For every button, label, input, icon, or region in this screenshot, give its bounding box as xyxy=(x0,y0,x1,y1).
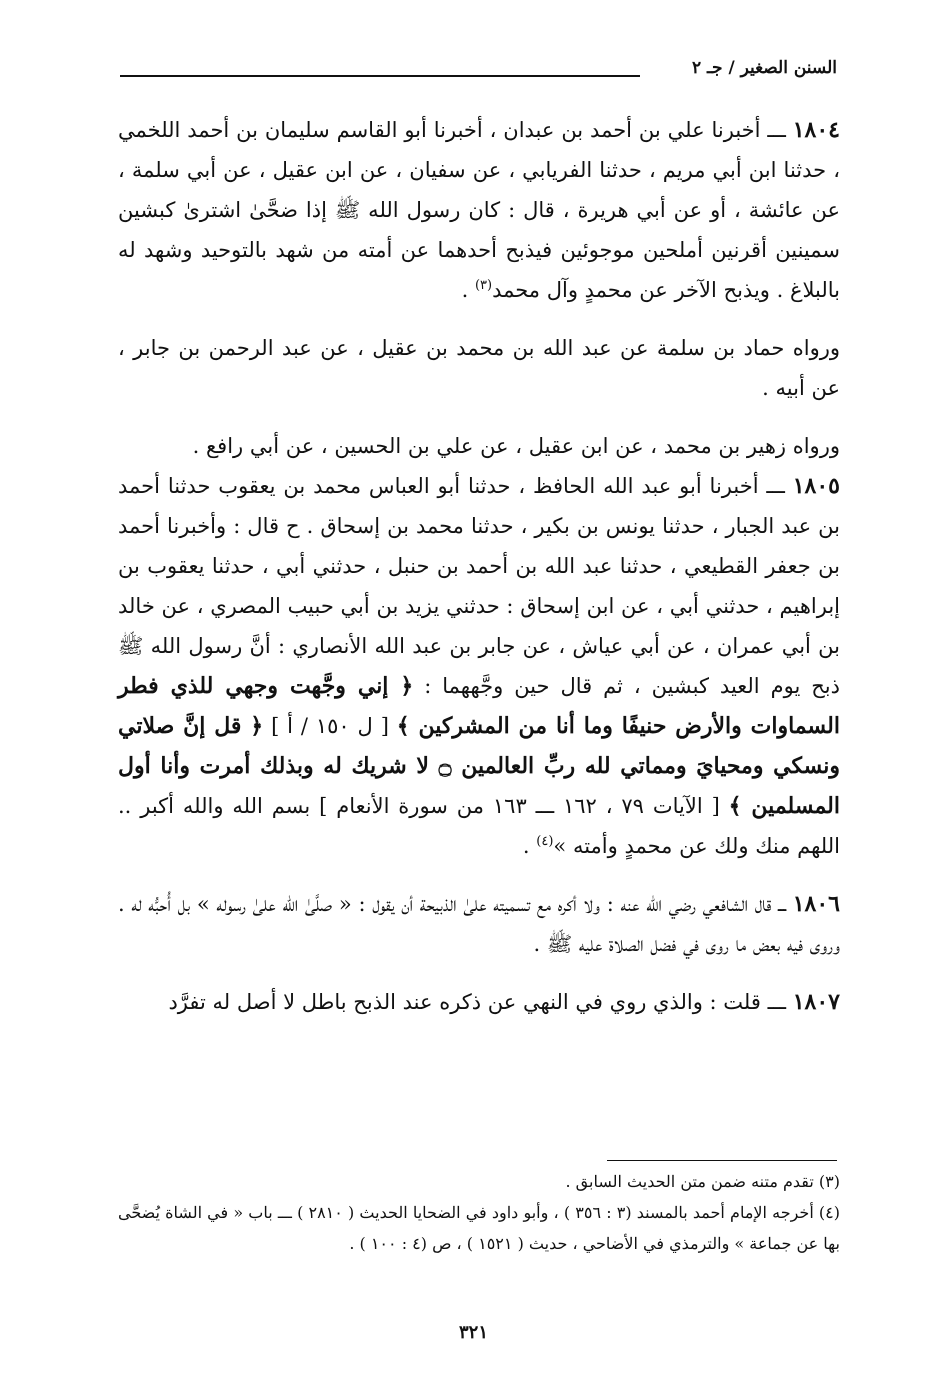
paragraph-gap xyxy=(118,964,840,982)
hadith-text: ـــ أخبرنا علي بن أحمد بن عبدان ، أخبرنا أبو القاسم سليمان بن أحمد اللخمي ، حدثنا ابن أبي مريم ، حدثنا الفريابي ، عن سفيان ، عن ابن عقيل ، عن أبي سلمة ، عن عائشة ، أو عن أبي هريرة ، قال : كان رسول الله ﷺ إذا ضحَّىٰ اشترىٰ كبشين سمينين أقرنين أملحين موجوئين فيذبح أحدهما عن أمته من شهد بالتوحيد وشهد له بالبلاغ . ويذبح الآخر عن محمدٍ وآل محمد xyxy=(118,118,840,302)
paragraph-gap xyxy=(118,310,840,328)
running-title: السنن الصغير / جـ ٢ xyxy=(691,58,837,78)
hadith-end: . xyxy=(461,278,475,302)
paragraph-gap xyxy=(118,866,840,884)
footnote-rule xyxy=(607,1160,837,1161)
hadith-end: . xyxy=(522,834,537,858)
hadith-text-continued: [ الآيات ٧٩ ، ١٦٢ ـــ ١٦٣ من سورة الأنعام ] بسم الله والله أكبر .. اللهم منك ولك عن محمدٍ وأمته » xyxy=(118,794,840,858)
hadith-1804 xyxy=(118,110,840,310)
footnote-3: (٣) تقدم متنه ضمن متن الحديث السابق . xyxy=(565,1172,840,1191)
hadith-1806 xyxy=(118,884,840,964)
footnote-ref: (٣) xyxy=(474,278,493,293)
quran-verse: ﴿ قل إنَّ صلاتي ونسكي ومحيايَ ومماتي لله ربِّ العالمين ۝ لا شريك له وبذلك أمرت وأنا أول المسلمين ﴾ xyxy=(118,713,840,819)
hadith-text: ـــ أخبرنا أبو عبد الله الحافظ ، حدثنا أبو العباس محمد بن يعقوب حدثنا أحمد بن عبد الجبار ، حدثنا يونس بن بكير ، حدثنا محمد بن إسحاق . ح قال : وأخبرنا أحمد بن جعفر القطيعي ، حدثنا عبد الله بن أحمد بن حنبل ، حدثني أبي ، حدثنا يعقوب بن إبراهيم ، حدثني أبي ، عن ابن إسحاق : حدثني يزيد بن أبي حبيب المصري ، عن خالد بن أبي عمران ، عن أبي عياش ، عن جابر بن عبد الله الأنصاري : أنَّ رسول الله ﷺ ذبح يوم العيد كبشين ، ثم قال حين وجَّههما : xyxy=(118,474,840,698)
paragraph-gap xyxy=(118,408,840,426)
footnotes xyxy=(118,1166,840,1259)
riwaya-paragraph: ورواه حماد بن سلمة عن عبد الله بن محمد بن عقيل ، عن عبد الرحمن بن جابر ، عن أبيه . xyxy=(118,336,840,400)
hadith-text: ـــ قال الشافعي رضي الله عنه : ولا أكره مع تسميته علىٰ الذبيحة أن يقول : « صلَّىٰ الله علىٰ رسوله » بل أُحبُّه له . وروى فيه بعض ما روى في فضل الصلاة عليه ﷺ . xyxy=(118,892,840,956)
hadith-1807 xyxy=(118,982,840,1022)
hadith-text: ـــ قلت : والذي روي في النهي عن ذكره عند الذبح باطل لا أصل له تفرَّد xyxy=(168,990,793,1014)
page-number: ٣٢١ xyxy=(458,1322,488,1343)
hadith-number: ١٨٠٥ xyxy=(792,473,840,499)
hadith-number: ١٨٠٦ xyxy=(792,891,840,917)
hadith-number: ١٨٠٧ xyxy=(792,989,840,1015)
footnote-ref: (٤) xyxy=(536,834,554,849)
main-text xyxy=(118,110,840,1022)
footnote-4: (٤) أخرجه الإمام أحمد بالمسند (٣ : ٣٥٦ ) ، وأبو داود في الضحايا الحديث ( ٢٨١٠ ) ـــ باب « في الشاة يُضحَّى بها عن جماعة » والترمذي في الأضاحي ، حديث ( ١٥٢١ ) ، ص (٤ : ١٠٠ ) . xyxy=(118,1203,841,1253)
running-header xyxy=(120,58,837,88)
hadith-number: ١٨٠٤ xyxy=(792,117,840,143)
quran-verse: ﴿ إني وجَّهت وجهي للذي فطر السماوات والأرض حنيفًا وما أنا من المشركين ﴾ xyxy=(118,673,840,739)
riwaya-paragraph: ورواه زهير بن محمد ، عن ابن عقيل ، عن علي بن الحسين ، عن أبي رافع . xyxy=(192,434,840,458)
hadith-1805 xyxy=(118,466,840,866)
manuscript-ref: [ ل ١٥٠ / أ ] xyxy=(263,714,397,738)
header-rule xyxy=(120,75,640,77)
